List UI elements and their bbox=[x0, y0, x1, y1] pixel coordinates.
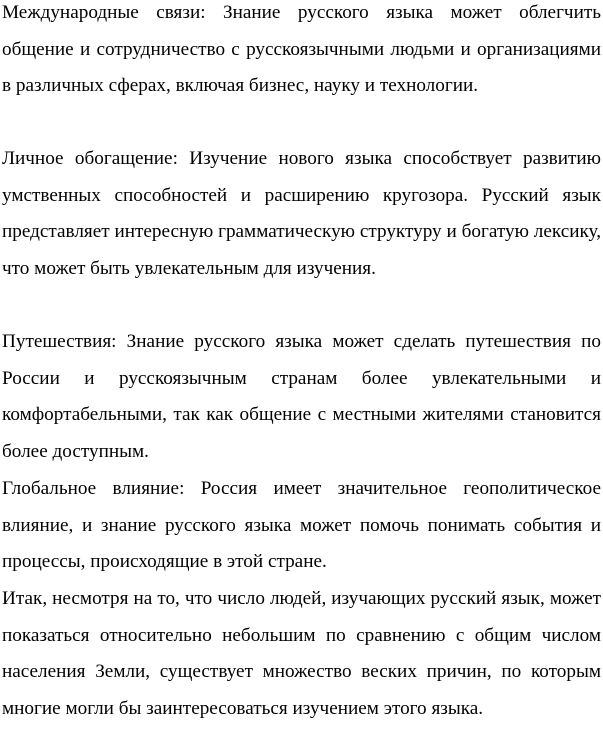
paragraph-conclusion: Итак, несмотря на то, что число людей, изучающих русский язык, может показаться относительно небольшим по сравнению с общим числом населения Земли, существует множество веских причин, по которым многие могли бы заинтересоваться изучением этого языка. bbox=[2, 588, 601, 720]
paragraph-personal-enrichment: Личное обогащение: Изучение нового языка способствует развитию умственных способностей и расширению кругозора. Русский язык представляет интересную грамматическую структуру и богатую лексику, что может быть увлекательным для изучения. bbox=[2, 148, 601, 280]
paragraph-travel: Путешествия: Знание русского языка может сделать путешествия по России и русскоязычным странам более увлекательными и комфортабельными, так как общение с местными жителями становится более доступным. bbox=[2, 331, 601, 463]
paragraph-global-influence: Глобальное влияние: Россия имеет значительное геополитическое влияние, и знание русского языка может помочь понимать события и процессы, происходящие в этой стране. bbox=[2, 478, 601, 573]
paragraph-international-relations: Международные связи: Знание русского языка может облегчить общение и сотрудничество с русскоязычными людьми и организациями в различных сферах, включая бизнес, науку и технологии. bbox=[2, 2, 601, 97]
